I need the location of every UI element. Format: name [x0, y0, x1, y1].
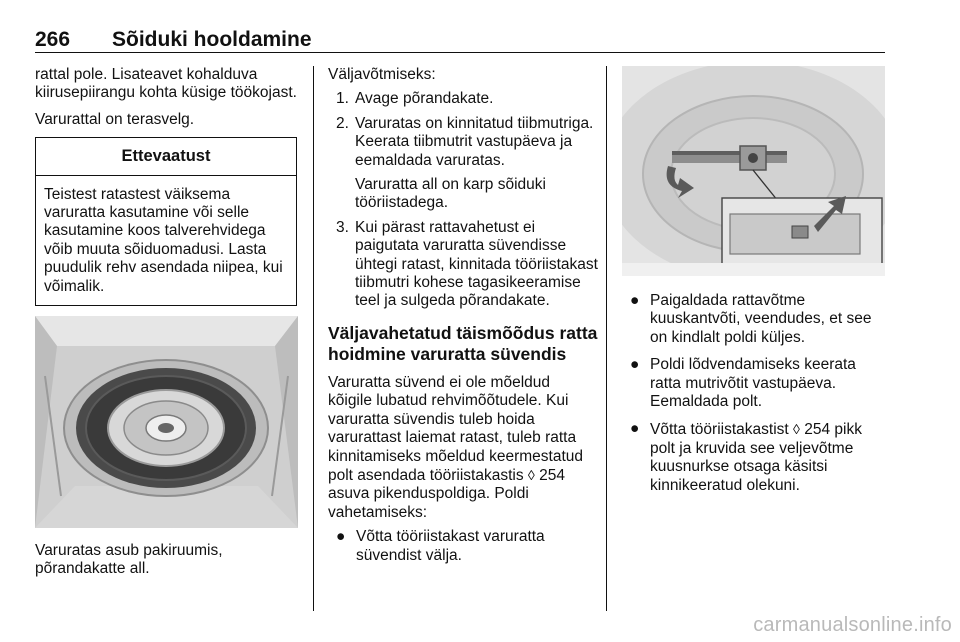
- storage-heading: Väljavahetatud täismõõdus ratta hoidmine varuratta süvendis: [328, 322, 598, 364]
- column-right: [622, 66, 884, 504]
- section-title: Sõiduki hooldamine: [112, 28, 312, 51]
- bullet-text: [650, 421, 862, 493]
- paragraph-text: Varuratta süvend ei ole mõeldud kõigile lubatud rehvimõõtudele. Kui varuratta süvendis tuleb hoida varurattast laiemat ratast, tuleb ratta kinnitamiseks mõeldud keermestatud polt asendada tööriistakastis: [328, 373, 584, 484]
- removal-title: Väljavõtmiseks:: [328, 66, 436, 83]
- watermark: carmanualsonline.info: [753, 614, 952, 636]
- column-left: [35, 66, 300, 587]
- bullet-item: [622, 292, 884, 347]
- intro-paragraph: rattal pole. Lisateavet kohalduva kiirusepiirangu kohta küsige töökojast.: [35, 66, 297, 102]
- step-text: Kui pärast rattavahetust ei paigutata varuratta süvendisse ühtegi ratast, kinnitada tööriistakast tiibmutri kohese tagasikeeramise teel ja sulgeda põrandakate.: [355, 218, 598, 310]
- text-segment: pikk polt ja kruvida see veljevõtme kuusnurkse otsaga käsitsi kinnikeeratud olekuni.: [650, 421, 862, 494]
- bullet-icon: ●: [336, 528, 346, 546]
- bullet-icon: ●: [630, 292, 640, 309]
- warning-title: Ettevaatust: [36, 138, 296, 175]
- rim-paragraph: Varurattal on terasvelg.: [35, 110, 195, 128]
- step-text: Varuratas on kinnitatud tiibmutriga. Keerata tiibmutrit vastupäeva ja eemaldada varuratas.: [355, 114, 594, 169]
- photo-caption: Varuratas asub pakiruumis, põrandakatte all.: [35, 542, 223, 578]
- bullet-list: [328, 528, 598, 565]
- warning-body: Teistest ratastest väiksema varuratta kasutamine või selle kasutamine koos talverehvidega võib muuta sõiduomadusi. Lasta puudulik rehv asendada niipea, kui võimalik.: [44, 185, 283, 295]
- spare-wheel-photo: [35, 316, 298, 528]
- toolbox-bolt-illustration: [622, 66, 885, 276]
- column-divider-right: [606, 66, 607, 611]
- step-number: 3.: [336, 218, 349, 236]
- bullet-item: [622, 420, 884, 495]
- removal-steps: [328, 90, 598, 310]
- step-item: [328, 90, 598, 108]
- bullet-item: [328, 528, 598, 565]
- bullet-list: [622, 292, 884, 495]
- bullet-icon: ●: [630, 356, 640, 374]
- warning-box: [35, 137, 297, 306]
- page-ref-icon: ◊: [527, 466, 535, 483]
- storage-paragraph: [328, 374, 598, 522]
- text-segment: Võtta tööriistakastist: [650, 421, 794, 439]
- bullet-text: Poldi lõdvendamiseks keerata ratta mutrivõtit vastupäeva. Eemaldada polt.: [650, 356, 856, 411]
- step-text: Avage põrandakate.: [355, 90, 494, 108]
- step-item: [328, 115, 598, 213]
- page-ref-icon: ◊: [793, 421, 800, 438]
- bullet-item: [622, 356, 884, 411]
- step-note: Varuratta all on karp sõiduki tööriistadega.: [355, 176, 546, 212]
- step-item: [328, 219, 598, 311]
- paragraph-text: asuva pikenduspoldiga. Poldi vahetamiseks:: [328, 485, 529, 521]
- bullet-text: Võtta tööriistakast varuratta süvendist välja.: [356, 528, 545, 564]
- step-number: 1.: [336, 90, 349, 108]
- page-header: [35, 27, 885, 53]
- bullet-text: Paigaldada rattavõtme kuuskantvõti, veendudes, et see on kindlalt poldi küljes.: [650, 292, 872, 346]
- page-ref-link[interactable]: 254: [539, 466, 566, 484]
- bullet-icon: ●: [630, 420, 640, 438]
- column-middle: [328, 66, 598, 574]
- column-divider-left: [313, 66, 314, 611]
- page-number: 266: [35, 28, 71, 51]
- page-ref-link[interactable]: 254: [804, 421, 831, 439]
- step-number: 2.: [336, 114, 349, 132]
